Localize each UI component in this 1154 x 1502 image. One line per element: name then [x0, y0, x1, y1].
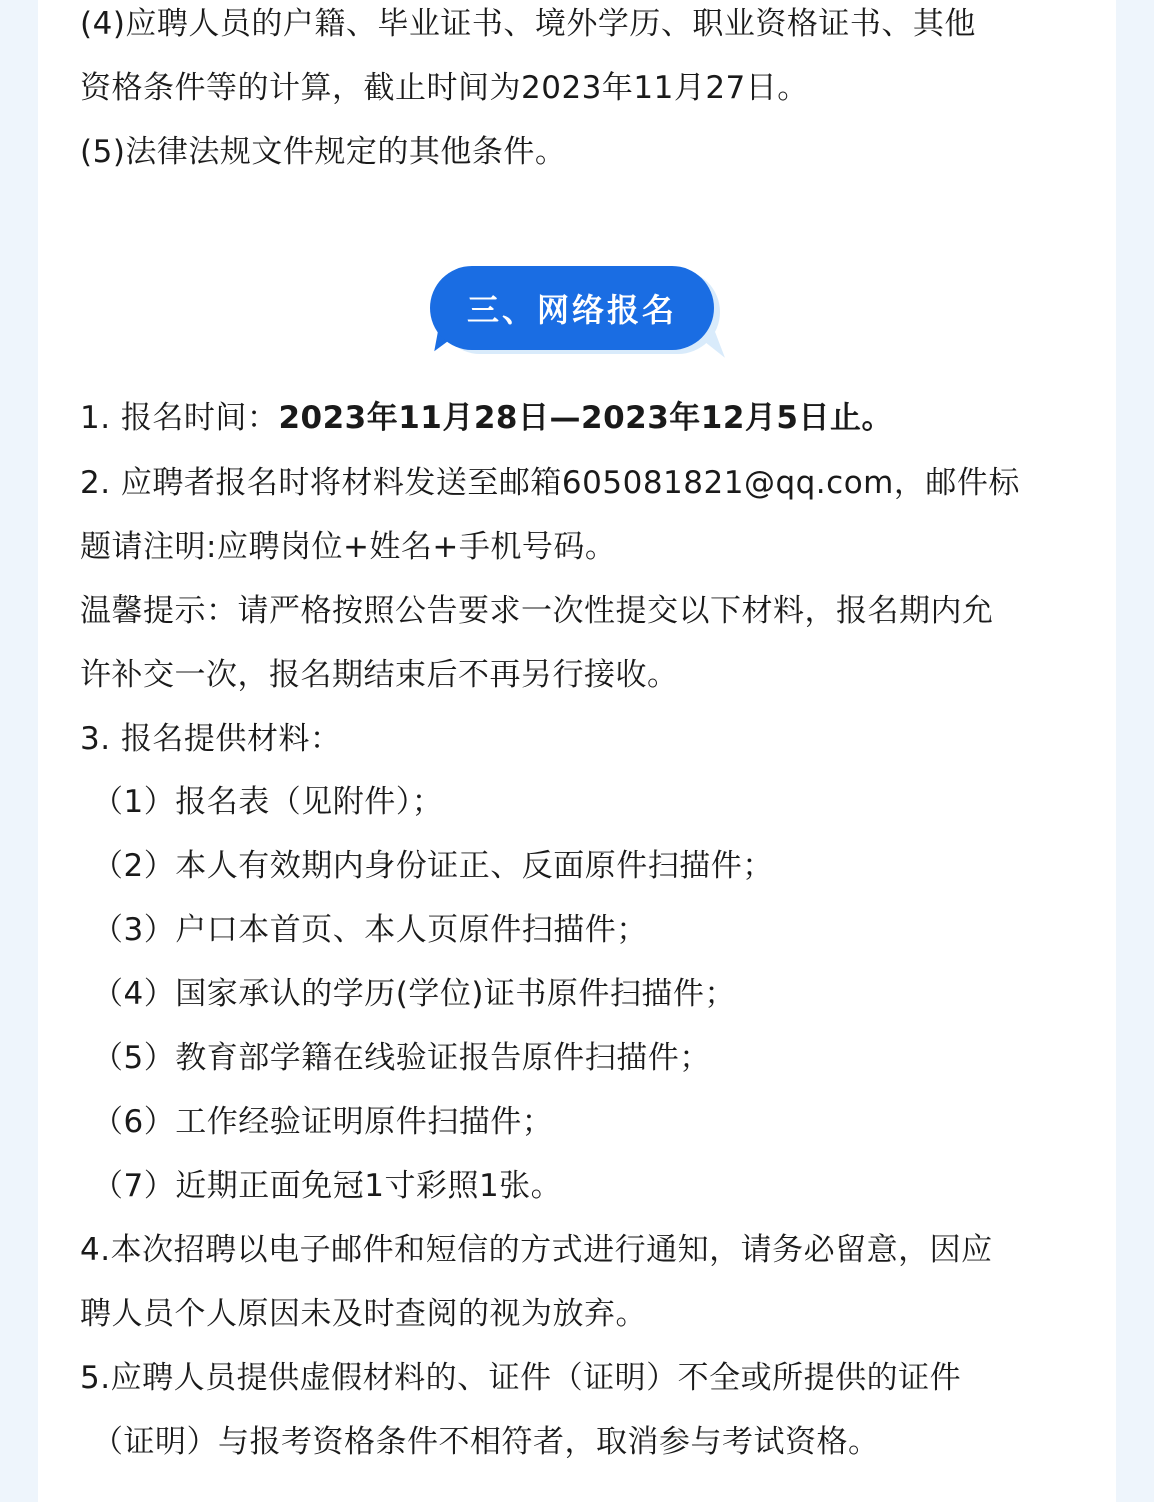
- false-material-line-1: 5.应聘人员提供虚假材料的、证件（证明）不全或所提供的证件: [80, 1360, 962, 1396]
- tip-line-2: 许补交一次，报名期结束后不再另行接收。: [80, 657, 679, 693]
- tip-line-1: 温馨提示：请严格按照公告要求一次性提交以下材料，报名期内允: [80, 593, 994, 629]
- material-item: （2）本人有效期内身份证正、反面原件扫描件；: [92, 848, 774, 884]
- material-item: （4）国家承认的学历(学位)证书原件扫描件；: [92, 976, 736, 1012]
- email-instruction-line-2: 题请注明:应聘岗位+姓名+手机号码。: [80, 529, 617, 565]
- material-item: （5）教育部学籍在线验证报告原件扫描件；: [92, 1040, 711, 1076]
- registration-time-value: 2023年11月28日—2023年12月5日止。: [278, 400, 893, 436]
- email-instruction-line-1: 2. 应聘者报名时将材料发送至邮箱605081821@qq.com，邮件标: [80, 465, 1020, 501]
- section-heading: 三、网络报名: [466, 291, 677, 329]
- material-item: （6）工作经验证明原件扫描件；: [92, 1104, 554, 1140]
- condition-item-5: (5)法律法规文件规定的其他条件。: [80, 134, 567, 170]
- notice-line-1: 4.本次招聘以电子邮件和短信的方式进行通知，请务必留意，因应: [80, 1232, 993, 1268]
- section-heading-bubble: [428, 264, 728, 364]
- material-item: （3）户口本首页、本人页原件扫描件；: [92, 912, 648, 948]
- condition-item-4-line-2: 资格条件等的计算，截止时间为2023年11月27日。: [80, 70, 809, 106]
- notice-line-2: 聘人员个人原因未及时查阅的视为放弃。: [80, 1296, 647, 1332]
- material-item: （1）报名表（见附件）；: [92, 784, 444, 820]
- bubble-body: [430, 266, 714, 350]
- materials-heading: 3. 报名提供材料：: [80, 721, 342, 757]
- condition-item-4-line-1: (4)应聘人员的户籍、毕业证书、境外学历、职业资格证书、其他: [80, 6, 976, 42]
- registration-time-label: 1. 报名时间：: [80, 400, 279, 436]
- false-material-line-2: （证明）与报考资格条件不相符者，取消参与考试资格。: [92, 1424, 880, 1460]
- material-item: （7）近期正面免冠1寸彩照1张。: [92, 1168, 563, 1204]
- registration-time: [80, 398, 893, 438]
